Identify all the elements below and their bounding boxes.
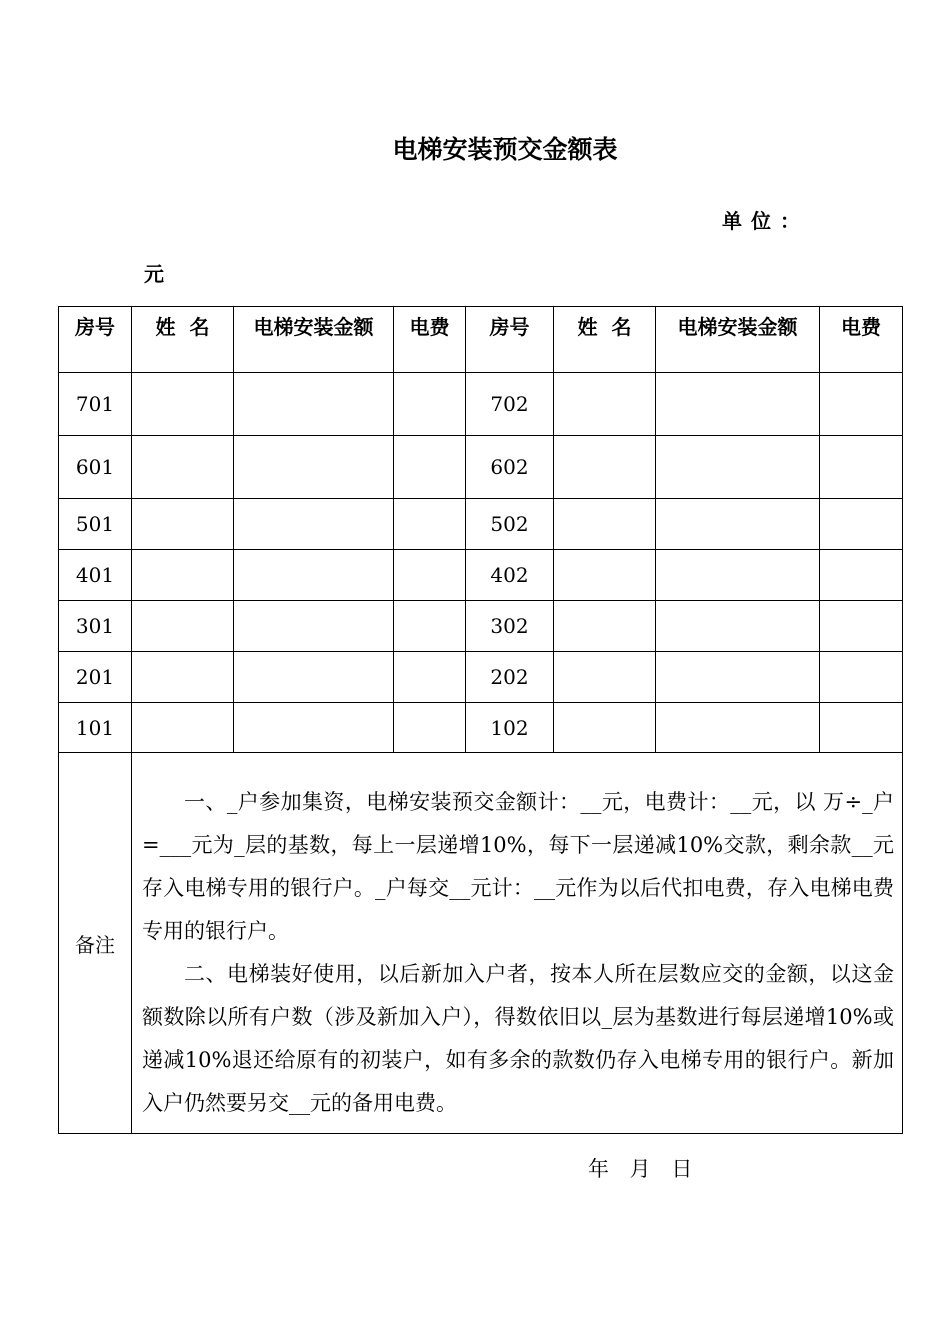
room-cell: 402 — [466, 550, 554, 601]
fee-cell[interactable] — [820, 652, 903, 703]
header-install-amount: 电梯安装金额 — [234, 307, 394, 373]
room-cell: 502 — [466, 499, 554, 550]
payment-table — [58, 306, 903, 1134]
fee-cell[interactable] — [820, 499, 903, 550]
amount-cell[interactable] — [656, 652, 820, 703]
fee-cell[interactable] — [820, 436, 903, 499]
amount-cell[interactable] — [656, 601, 820, 652]
amount-cell[interactable] — [234, 703, 394, 753]
amount-cell[interactable] — [656, 550, 820, 601]
name-cell[interactable] — [554, 703, 656, 753]
table-row — [59, 499, 903, 550]
remarks-paragraph-1: 一、_户参加集资，电梯安装预交金额计：__元，电费计：__元，以 万÷_户=___元为_层的基数，每上一层递增10%，每下一层递减10%交款，剩余款__元存入电梯专用的银行户。_户每交__元计：__元作为以后代扣电费，存入电梯电费专用的银行户。 — [142, 790, 894, 943]
header-install-amount-2: 电梯安装金额 — [656, 307, 820, 373]
room-cell: 401 — [59, 550, 132, 601]
name-cell[interactable] — [554, 499, 656, 550]
fee-cell[interactable] — [394, 703, 466, 753]
fee-cell[interactable] — [820, 550, 903, 601]
name-cell[interactable] — [132, 499, 234, 550]
amount-cell[interactable] — [656, 499, 820, 550]
room-cell: 702 — [466, 373, 554, 436]
fee-cell[interactable] — [394, 652, 466, 703]
table-row — [59, 601, 903, 652]
room-cell: 101 — [59, 703, 132, 753]
fee-cell[interactable] — [820, 373, 903, 436]
remarks-content — [132, 753, 903, 1134]
room-cell: 701 — [59, 373, 132, 436]
remarks-paragraph-2: 二、电梯装好使用，以后新加入户者，按本人所在层数应交的金额，以这金额数除以所有户数（涉及新加入户），得数依旧以_层为基数进行每层递增10%或递减10%退还给原有的初装户，如有多余的款数仍存入电梯专用的银行户。新加入户仍然要另交__元的备用电费。 — [142, 962, 894, 1115]
name-cell[interactable] — [554, 436, 656, 499]
name-cell[interactable] — [132, 436, 234, 499]
table-row — [59, 436, 903, 499]
table-row — [59, 703, 903, 753]
name-cell[interactable] — [554, 601, 656, 652]
name-cell[interactable] — [132, 373, 234, 436]
amount-cell[interactable] — [656, 373, 820, 436]
header-name-2: 姓 名 — [554, 307, 656, 373]
room-cell: 602 — [466, 436, 554, 499]
header-room-no: 房号 — [59, 307, 132, 373]
table-header-row — [59, 307, 903, 373]
amount-cell[interactable] — [234, 436, 394, 499]
remarks-row — [59, 753, 903, 1134]
header-electric-fee: 电费 — [394, 307, 466, 373]
header-room-no-2: 房号 — [466, 307, 554, 373]
amount-cell[interactable] — [656, 436, 820, 499]
room-cell: 102 — [466, 703, 554, 753]
amount-cell[interactable] — [656, 703, 820, 753]
name-cell[interactable] — [132, 601, 234, 652]
amount-cell[interactable] — [234, 601, 394, 652]
amount-cell[interactable] — [234, 652, 394, 703]
fee-cell[interactable] — [394, 499, 466, 550]
fee-cell[interactable] — [820, 703, 903, 753]
room-cell: 501 — [59, 499, 132, 550]
name-cell[interactable] — [132, 703, 234, 753]
unit-label: 单位： — [722, 209, 809, 233]
room-cell: 202 — [466, 652, 554, 703]
unit-value: 元 — [144, 262, 164, 286]
page-title: 电梯安装预交金额表 — [392, 135, 618, 164]
name-cell[interactable] — [554, 550, 656, 601]
fee-cell[interactable] — [394, 550, 466, 601]
header-electric-fee-2: 电费 — [820, 307, 903, 373]
table-row — [59, 652, 903, 703]
fee-cell[interactable] — [394, 601, 466, 652]
name-cell[interactable] — [132, 652, 234, 703]
amount-cell[interactable] — [234, 373, 394, 436]
room-cell: 301 — [59, 601, 132, 652]
table-row — [59, 373, 903, 436]
fee-cell[interactable] — [394, 373, 466, 436]
table-row — [59, 550, 903, 601]
fee-cell[interactable] — [820, 601, 903, 652]
room-cell: 601 — [59, 436, 132, 499]
amount-cell[interactable] — [234, 550, 394, 601]
room-cell: 302 — [466, 601, 554, 652]
date-line: 年 月 日 — [588, 1157, 693, 1181]
amount-cell[interactable] — [234, 499, 394, 550]
remarks-label: 备注 — [59, 753, 132, 1134]
fee-cell[interactable] — [394, 436, 466, 499]
room-cell: 201 — [59, 652, 132, 703]
name-cell[interactable] — [132, 550, 234, 601]
name-cell[interactable] — [554, 373, 656, 436]
name-cell[interactable] — [554, 652, 656, 703]
header-name: 姓 名 — [132, 307, 234, 373]
